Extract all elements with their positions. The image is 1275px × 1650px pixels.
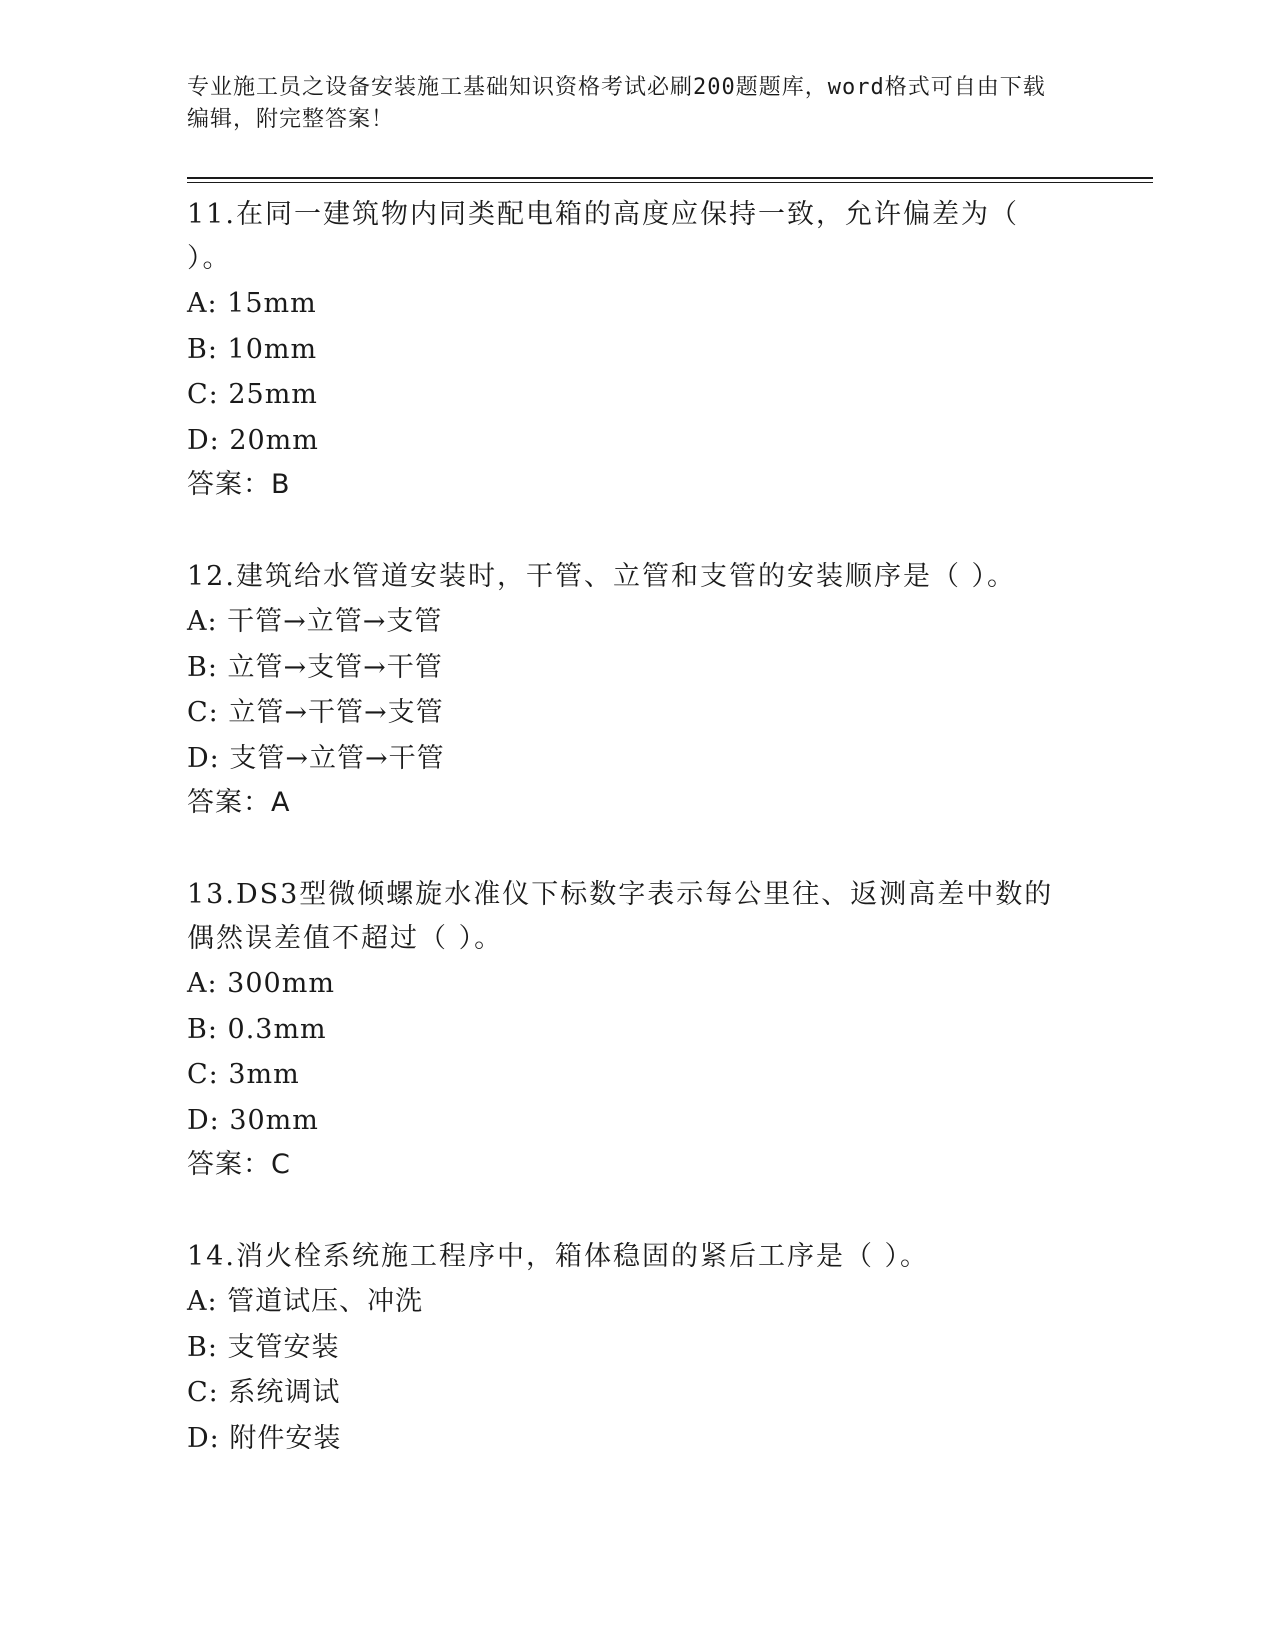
- option-c: C: 系统调试: [187, 1377, 341, 1408]
- question-stem: 12.建筑给水管道安装时，干管、立管和支管的安装顺序是（ ）。: [187, 561, 1017, 592]
- option-c: C: 25mm: [187, 379, 318, 410]
- question-stem: 11.在同一建筑物内同类配电箱的高度应保持一致，允许偏差为（ ）。: [187, 199, 1019, 274]
- option-a: A: 管道试压、冲洗: [187, 1286, 424, 1317]
- option-d: D: 20mm: [187, 424, 319, 456]
- header-divider-thick: [187, 177, 1153, 179]
- document-header: 专业施工员之设备安装施工基础知识资格考试必刷200题题库，word格式可自由下载编辑，附完整答案！: [187, 75, 1046, 132]
- option-d: D: 30mm: [187, 1104, 319, 1136]
- answer-label: 答案：A: [187, 787, 291, 818]
- option-b: B: 10mm: [187, 333, 318, 365]
- option-a: A: 15mm: [187, 288, 317, 319]
- question-11: [187, 193, 1067, 507]
- question-13: [187, 873, 1067, 1187]
- question-12: [187, 555, 1067, 825]
- header-divider-thin: [187, 182, 1153, 183]
- answer-label: 答案：C: [187, 1149, 291, 1180]
- option-d: D: 附件安装: [187, 1422, 342, 1454]
- option-c: C: 3mm: [187, 1059, 300, 1090]
- option-d: D: 支管→立管→干管: [187, 742, 445, 774]
- option-b: B: 立管→支管→干管: [187, 651, 443, 683]
- option-b: B: 支管安装: [187, 1331, 340, 1363]
- option-a: A: 干管→立管→支管: [187, 606, 443, 637]
- question-list: [187, 193, 1067, 1509]
- option-a: A: 300mm: [187, 968, 335, 999]
- question-stem: 14.消火栓系统施工程序中，箱体稳固的紧后工序是（ ）。: [187, 1241, 930, 1272]
- option-c: C: 立管→干管→支管: [187, 697, 444, 728]
- answer-label: 答案：B: [187, 469, 291, 500]
- option-b: B: 0.3mm: [187, 1013, 327, 1045]
- question-14: [187, 1235, 1067, 1461]
- question-stem: 13.DS3型微倾螺旋水准仪下标数字表示每公里往、返测高差中数的偶然误差值不超过（ ）。: [187, 879, 1054, 954]
